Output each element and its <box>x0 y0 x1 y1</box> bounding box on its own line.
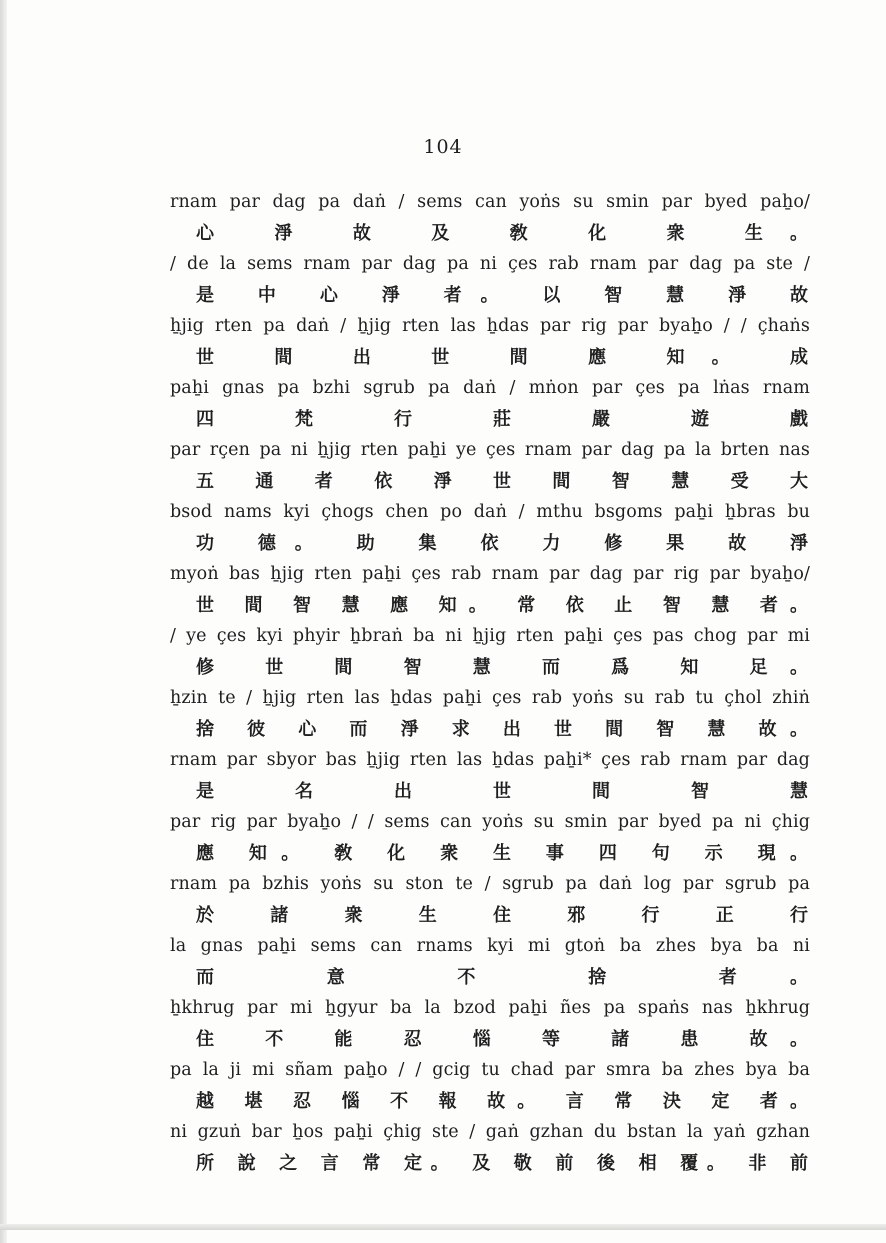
tibetan-line: bsod nams kyi çhogs chen po daṅ / mthu bsgoms paẖi ẖbras bu <box>170 502 810 522</box>
tibetan-line: paẖi gnas pa bzhi sgrub pa daṅ / mṅon par çes pa lṅas rnam <box>170 378 810 398</box>
tibetan-line: / ye çes kyi phyir ẖbraṅ ba ni ẖjig rten paẖi çes pas chog par mi <box>170 626 810 646</box>
tibetan-line: pa la ji mi sñam paẖo / / gcig tu chad par smra ba zhes bya ba <box>170 1060 810 1080</box>
tibetan-line: myoṅ bas ẖjig rten paẖi çes rab rnam par dag par rig par byaẖo/ <box>170 564 810 584</box>
chinese-line: 五 通 者 依 淨 世 間 智 慧 受 大 <box>196 471 808 492</box>
tibetan-line: rnam par dag pa daṅ / sems can yoṅs su smin par byed paẖo/ <box>170 192 810 212</box>
page-number: 104 <box>423 136 463 158</box>
chinese-line: 是 中 心 淨 者。 以 智 慧 淨 故 <box>196 285 808 306</box>
tibetan-line: ẖkhrug par mi ẖgyur ba la bzod paẖi ñes pa spaṅs nas ẖkhrug <box>170 998 810 1018</box>
chinese-line: 是 名 出 世 間 智 慧 <box>196 781 808 802</box>
tibetan-line: ẖzin te / ẖjig rten las ẖdas paẖi çes rab yoṅs su rab tu çhol zhiṅ <box>170 688 810 708</box>
tibetan-line: rnam pa bzhis yoṅs su ston te / sgrub pa daṅ log par sgrub pa <box>170 874 810 894</box>
chinese-line: 世 間 智 慧 應 知。 常 依 止 智 慧 者。 <box>196 595 808 616</box>
page-bottom-edge <box>0 1224 886 1230</box>
chinese-line: 四 梵 行 莊 嚴 遊 戲 <box>196 409 808 430</box>
chinese-line: 修 世 間 智 慧 而 爲 知 足。 <box>196 657 808 678</box>
chinese-line: 越 堪 忍 惱 不 報 故。 言 常 決 定 者。 <box>196 1091 808 1112</box>
tibetan-line: par rig par byaẖo / / sems can yoṅs su smin par byed pa ni çhig <box>170 812 810 832</box>
chinese-line: 功 德。 助 集 依 力 修 果 故 淨 <box>196 533 808 554</box>
tibetan-line: rnam par sbyor bas ẖjig rten las ẖdas paẖi* çes rab rnam par dag <box>170 750 810 770</box>
chinese-line: 住 不 能 忍 惱 等 諸 患 故。 <box>196 1029 808 1050</box>
chinese-line: 世 間 出 世 間 應 知。 成 <box>196 347 808 368</box>
chinese-line: 心 淨 故 及 敎 化 衆 生。 <box>196 223 808 244</box>
tibetan-line: la gnas paẖi sems can rnams kyi mi gtoṅ ba zhes bya ba ni <box>170 936 810 956</box>
tibetan-line: / de la sems rnam par dag pa ni çes rab rnam par dag pa ste / <box>170 254 810 274</box>
interlinear-text <box>170 187 810 1179</box>
chinese-line: 所 說 之 言 常 定。 及 敬 前 後 相 覆。 非 前 <box>196 1153 808 1174</box>
tibetan-line: ni gzuṅ bar ẖos paẖi çhig ste / gaṅ gzhan du bstan la yaṅ gzhan <box>170 1122 810 1142</box>
chinese-line: 應 知。 敎 化 衆 生 事 四 句 示 現。 <box>196 843 808 864</box>
chinese-line: 捨 彼 心 而 淨 求 出 世 間 智 慧 故。 <box>196 719 808 740</box>
chinese-line: 而 意 不 捨 者。 <box>196 967 808 988</box>
chinese-line: 於 諸 衆 生 住 邪 行 正 行 <box>196 905 808 926</box>
tibetan-line: par rçen pa ni ẖjig rten paẖi ye çes rnam par dag pa la brten nas <box>170 440 810 460</box>
tibetan-line: ẖjig rten pa daṅ / ẖjig rten las ẖdas par rig par byaẖo / / çhaṅs <box>170 316 810 336</box>
page-left-edge <box>0 0 7 1243</box>
